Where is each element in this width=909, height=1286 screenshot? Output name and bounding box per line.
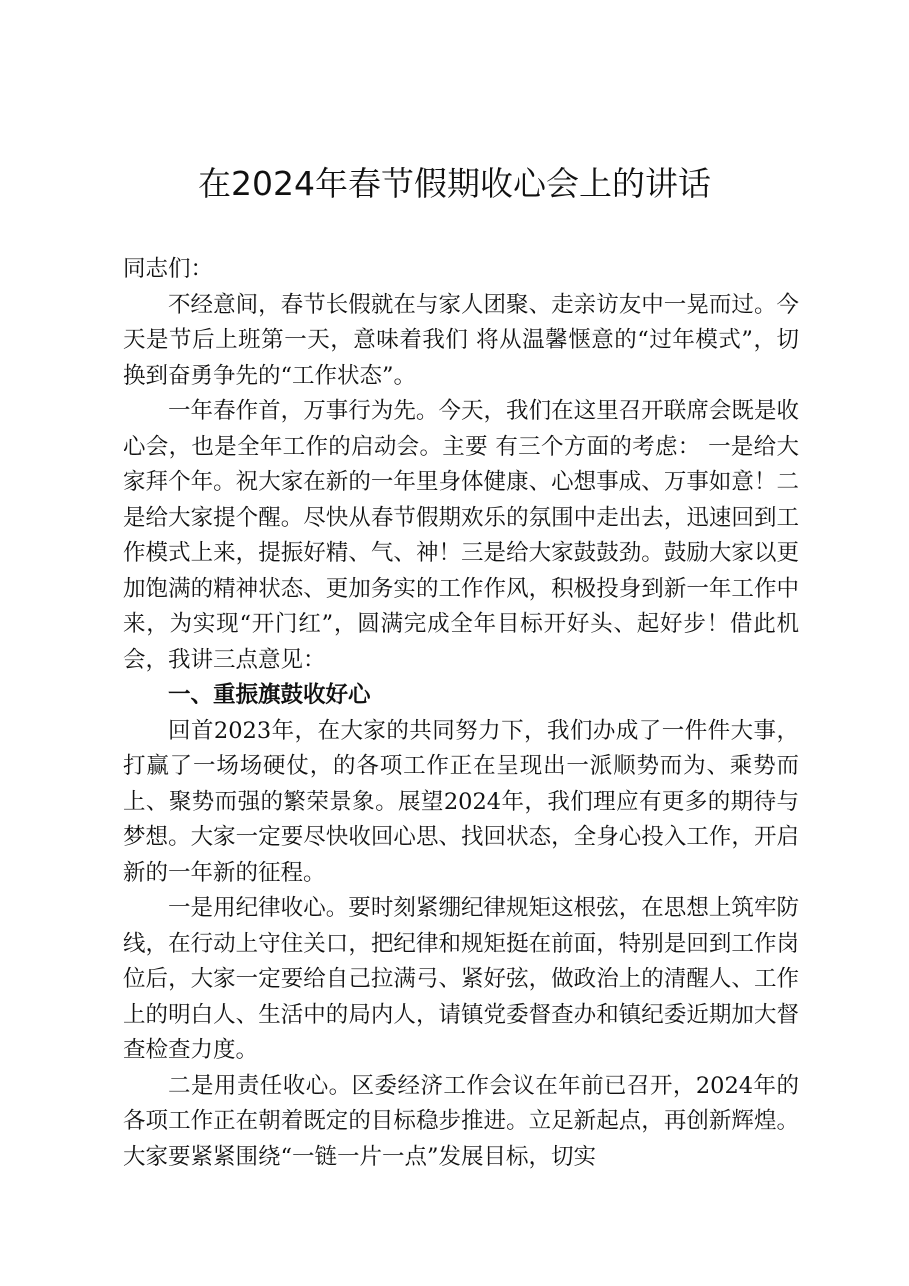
document-title: 在2024年春节假期收心会上的讲话: [198, 164, 711, 203]
paragraph-responsibility: 二是用责任收心。区委经济工作会议在年前已召开，2024年的各项工作正在朝着既定的目标稳步推进。立足新起点，再创新辉煌。大家要紧紧围绕“一链一片一点”发展目标，切实: [123, 1072, 799, 1170]
paragraph-review: 回首2023年，在大家的共同努力下，我们办成了一件件大事，打赢了一场场硬仗，的各项工作正在呈现出一派顺势而为、乘势而上、聚势而强的繁荣景象。展望2024年，我们理应有更多的期待与梦想。大家一定要尽快收回心思、找回状态，全身心投入工作，开启新的一年新的征程。: [123, 717, 799, 886]
paragraph-purpose: 一年春作首，万事行为先。今天，我们在这里召开联席会既是收心会，也是全年工作的启动会。主要 有三个方面的考虑： 一是给大家拜个年。祝大家在新的一年里身体健康、心想事成、万事如意！二是给大家提个醒。尽快从春节假期欢乐的氛围中走出去，迅速回到工作模式上来，提振好精、气、神！三是给大家鼓鼓劲。鼓励大家以更加饱满的精神状态、更加务实的工作作风，积极投身到新一年工作中来，为实现“开门红”，圆满完成全年目标开好头、起好步！借此机会，我讲三点意见：: [123, 398, 799, 673]
document-body: [123, 252, 799, 1175]
paragraph-discipline: 一是用纪律收心。要时刻紧绷纪律规矩这根弦，在思想上筑牢防线，在行动上守住关口，把纪律和规矩挺在前面，特别是回到工作岗位后，大家一定要给自己拉满弓、紧好弦，做政治上的清醒人、工作上的明白人、生活中的局内人，请镇党委督查办和镇纪委近期加大督查检查力度。: [123, 895, 799, 1063]
salutation: 同志们：: [123, 256, 214, 282]
paragraph-intro: 不经意间，春节长假就在与家人团聚、走亲访友中一晃而过。今天是节后上班第一天，意味着我们 将从温馨惬意的“过年模式”，切换到奋勇争先的“工作状态”。: [123, 291, 799, 389]
section-heading-1: 一、重振旗鼓收好心: [168, 682, 371, 708]
